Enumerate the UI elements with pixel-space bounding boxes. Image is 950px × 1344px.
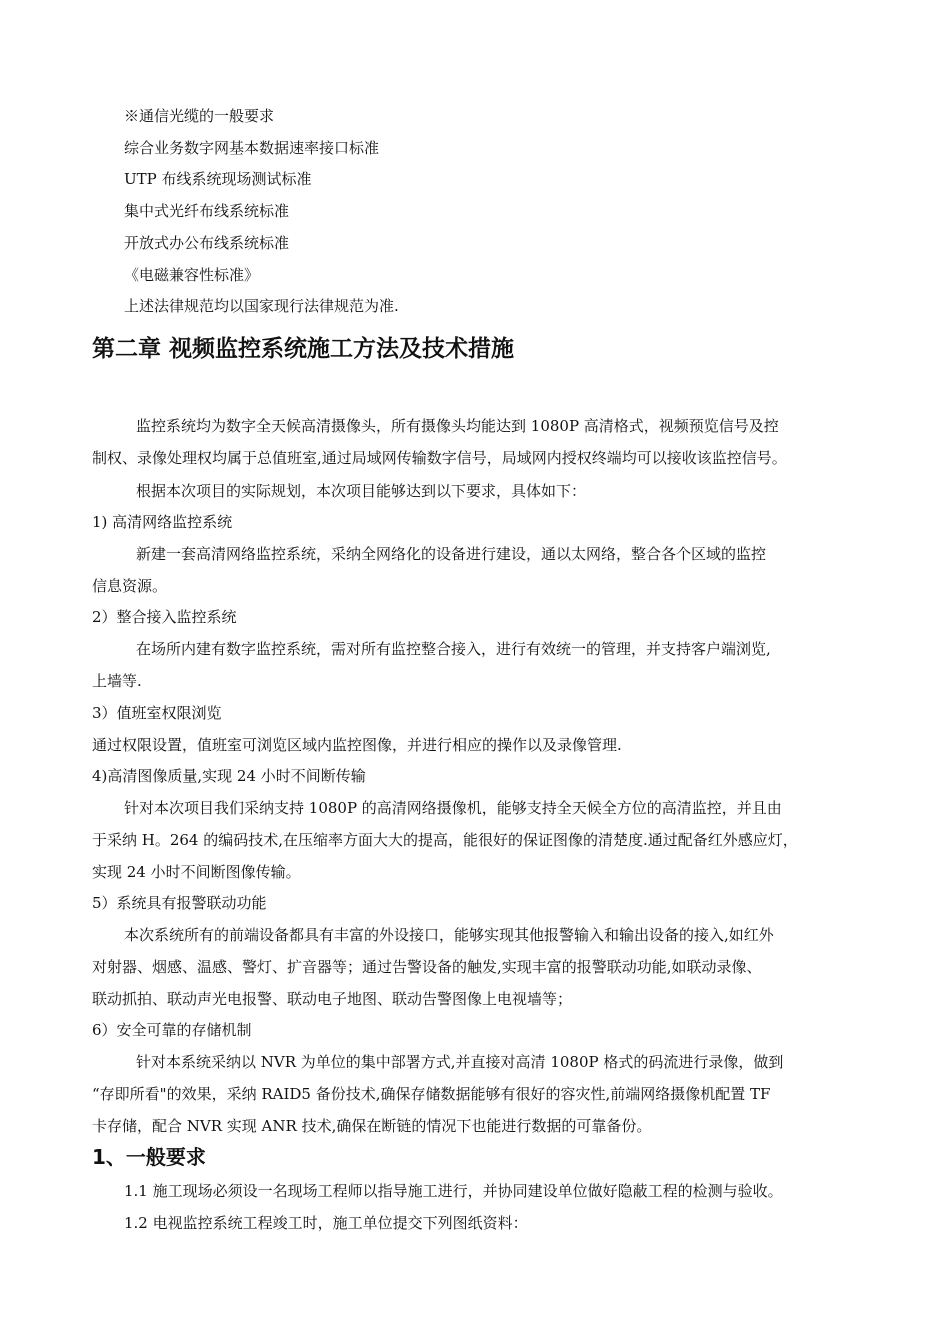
paragraph-line: 新建一套高清网络监控系统，采纳全网络化的设备进行建设，通以太网络，整合各个区域的监控 <box>136 545 767 563</box>
paragraph-line: 联动抓拍、联动声光电报警、联动电子地图、联动告警图像上电视墙等； <box>92 990 573 1008</box>
paragraph-line: 根据本次项目的实际规划，本次项目能够达到以下要求，具体如下： <box>136 482 587 500</box>
section-title: 1、一般要求 <box>92 1145 206 1169</box>
list-item: 上述法律规范均以国家现行法律规范为准. <box>124 297 399 315</box>
paragraph-line: 实现 24 小时不间断图像传输。 <box>92 863 301 881</box>
paragraph-line: 卡存储，配合 NVR 实现 ANR 技术,确保在断链的情况下也能进行数据的可靠备份。 <box>92 1117 652 1135</box>
list-item: UTP 布线系统现场测试标准 <box>124 170 312 188</box>
paragraph-line: 1.1 施工现场必须设一名现场工程师以指导施工进行，并协同建设单位做好隐蔽工程的检测与验收。 <box>124 1182 783 1200</box>
list-heading: 6）安全可靠的存储机制 <box>92 1021 252 1039</box>
list-item: 《电磁兼容性标准》 <box>124 266 260 284</box>
paragraph-line: 针对本系统采纳以 NVR 为单位的集中部署方式,并直接对高清 1080P 格式的码流进行录像，做到 <box>136 1053 784 1071</box>
paragraph-line: 信息资源。 <box>92 577 168 595</box>
paragraph-line: 本次系统所有的前端设备都具有丰富的外设接口，能够实现其他报警输入和输出设备的接入,如红外 <box>124 926 774 944</box>
list-item: 综合业务数字网基本数据速率接口标准 <box>124 139 380 157</box>
list-heading: 5）系统具有报警联动功能 <box>92 894 267 912</box>
list-heading: 4)高清图像质量,实现 24 小时不间断传输 <box>92 767 366 785</box>
paragraph-line: 上墙等. <box>92 672 142 690</box>
paragraph-line: 1.2 电视监控系统工程竣工时，施工单位提交下列图纸资料： <box>124 1214 528 1232</box>
paragraph-line: 监控系统均为数字全天候高清摄像头，所有摄像头均能达到 1080P 高清格式，视频预览信号及控 <box>136 417 779 435</box>
paragraph-line: 在场所内建有数字监控系统，需对所有监控整合接入，进行有效统一的管理，并支持客户端浏览, <box>136 640 771 658</box>
list-heading: 2）整合接入监控系统 <box>92 608 237 626</box>
list-item: ※通信光缆的一般要求 <box>124 107 275 125</box>
paragraph-line: 制权、录像处理权均属于总值班室,通过局域网传输数字信号，局域网内授权终端均可以接收该监控信号。 <box>92 449 787 467</box>
paragraph-line: 通过权限设置，值班室可浏览区域内监控图像，并进行相应的操作以及录像管理. <box>92 736 622 754</box>
paragraph-line: 对射器、烟感、温感、警灯、扩音器等；通过告警设备的触发,实现丰富的报警联动功能,如联动录像、 <box>92 958 762 976</box>
chapter-title: 第二章 视频监控系统施工方法及技术措施 <box>92 336 515 362</box>
list-item: 集中式光纤布线系统标准 <box>124 202 290 220</box>
paragraph-line: “存即所看"的效果，采纳 RAID5 备份技术,确保存储数据能够有很好的容灾性,前端网络摄像机配置 TF <box>92 1085 771 1103</box>
list-heading: 1) 高清网络监控系统 <box>92 513 233 531</box>
list-item: 开放式办公布线系统标准 <box>124 234 290 252</box>
paragraph-line: 于采纳 H。264 的编码技术,在压缩率方面大大的提高，能很好的保证图像的清楚度.通过配备红外感应灯， <box>92 831 798 849</box>
paragraph-line: 针对本次项目我们采纳支持 1080P 的高清网络摄像机，能够支持全天候全方位的高清监控，并且由 <box>124 799 782 817</box>
list-heading: 3）值班室权限浏览 <box>92 704 222 722</box>
